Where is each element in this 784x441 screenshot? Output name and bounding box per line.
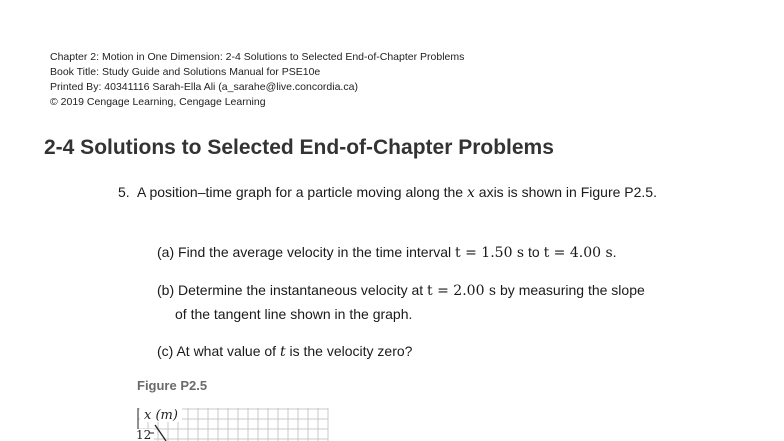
problem-5 [118, 181, 678, 204]
book-title-line: Book Title: Study Guide and Solutions Manual for PSE10e [50, 66, 321, 78]
copyright-line: © 2019 Cengage Learning, Cengage Learning [50, 96, 266, 108]
y-tick-12: 12 [136, 428, 152, 441]
time-variable: t [279, 344, 286, 360]
part-b-label: (b) [157, 282, 175, 298]
part-a: (a) Find the average velocity in the time interval t = 1.50 s to t = 4.00 s. [157, 244, 617, 261]
problem-number: 5. [118, 184, 130, 200]
position-time-graph [136, 404, 336, 441]
time-value-start: t = 1.50 s [455, 245, 525, 261]
section-title: 2-4 Solutions to Selected End-of-Chapter Problems [44, 136, 554, 159]
part-c-label: (c) [157, 343, 174, 359]
part-b: (b) Determine the instantaneous velocity at t = 2.00 s by measuring the slope of the tangent line shown in the graph. [157, 282, 645, 322]
figure-label: Figure P2.5 [137, 378, 208, 393]
print-metadata [50, 50, 464, 110]
part-c: (c) At what value of t is the velocity zero? [157, 343, 413, 360]
chapter-line: Chapter 2: Motion in One Dimension: 2-4 Solutions to Selected End-of-Chapter Problems [50, 51, 465, 63]
time-value-end: t = 4.00 s [543, 245, 613, 261]
part-a-label: (a) [157, 244, 175, 260]
y-axis-label: x (m) [144, 408, 178, 423]
time-value-instant: t = 2.00 s [427, 283, 497, 299]
axis-variable: x [466, 185, 475, 201]
problem-statement: A position–time graph for a particle moving along the x axis is shown in Figure P2.5. [137, 184, 657, 201]
printed-by-line: Printed By: 40341116 Sarah-Ella Ali (a_sarahe@live.concordia.ca) [50, 81, 358, 93]
